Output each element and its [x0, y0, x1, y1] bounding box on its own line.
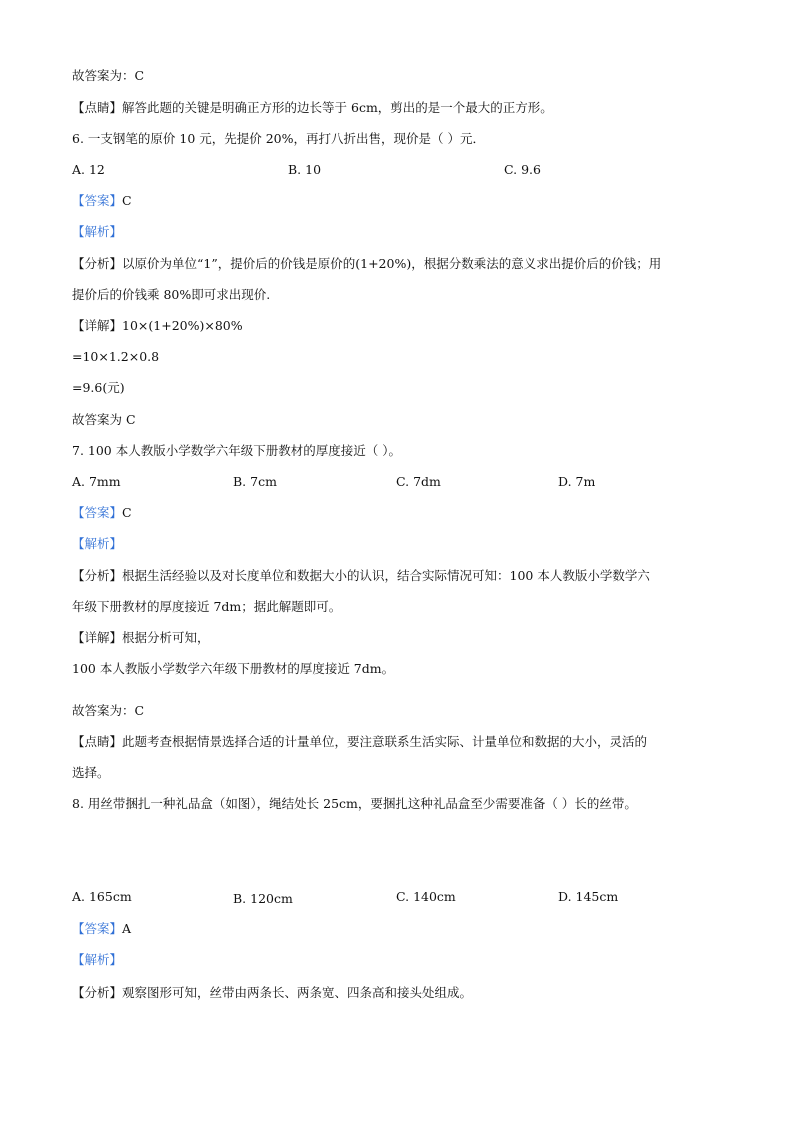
- answer-label: 【答案】: [72, 505, 123, 520]
- q6-detail-3: =9.6(元): [72, 380, 125, 395]
- q8-options: [72, 887, 734, 907]
- detail-label: 【详解】: [72, 318, 123, 333]
- q7-conclusion: 故答案为：C: [72, 703, 145, 718]
- answer-label: 【答案】: [72, 193, 123, 208]
- analysis-label: 【解析】: [72, 536, 123, 551]
- answer-value: C: [122, 505, 132, 520]
- q8-question: 8. 用丝带捆扎一种礼品盒（如图），绳结处长 25cm，要捆扎这种礼品盒至少需要准备（ ）长的丝带。: [72, 796, 637, 811]
- detail-label: 【详解】: [72, 630, 123, 645]
- tip-label: 【点睛】: [72, 100, 123, 115]
- q8-option-d: D. 145cm: [558, 889, 619, 904]
- q6-option-a: A. 12: [72, 162, 105, 177]
- q7-tip-1: [72, 732, 734, 752]
- q7-option-b: B. 7cm: [233, 474, 277, 489]
- fenxi-label: 【分析】: [72, 256, 123, 271]
- q7-options: [72, 472, 734, 492]
- detail-text: 根据分析可知，: [122, 630, 210, 645]
- q8-option-a: A. 165cm: [72, 889, 132, 904]
- answer-value: C: [122, 193, 132, 208]
- q8-option-b: B. 120cm: [233, 891, 293, 906]
- q8-answer: [72, 919, 734, 939]
- q6-detail-2: =10×1.2×0.8: [72, 349, 160, 364]
- q7-option-d: D. 7m: [558, 474, 596, 489]
- tip-text: 此题考查根据情景选择合适的计量单位，要注意联系生活实际、计量单位和数据的大小，灵活的: [122, 734, 648, 749]
- tip-text: 解答此题的关键是明确正方形的边长等于 6cm，剪出的是一个最大的正方形。: [122, 100, 553, 115]
- q6-detail-1: [72, 316, 734, 336]
- answer-label: 【答案】: [72, 921, 123, 936]
- fenxi-label: 【分析】: [72, 568, 123, 583]
- q6-answer: [72, 191, 734, 211]
- q7-option-a: A. 7mm: [72, 474, 121, 489]
- q7-analysis-label: [72, 534, 734, 554]
- q6-option-b: B. 10: [288, 162, 322, 177]
- fenxi-text: 以原价为单位“1”，提价后的价钱是原价的(1+20%)，根据分数乘法的意义求出提价后的价钱；用: [122, 256, 662, 271]
- fenxi-label: 【分析】: [72, 985, 123, 1000]
- q7-question: 7. 100 本人教版小学数学六年级下册教材的厚度接近（ ）。: [72, 443, 401, 458]
- q6-analysis-label: [72, 222, 734, 242]
- q7-fenxi-2: 年级下册教材的厚度接近 7dm；据此解题即可。: [72, 599, 342, 614]
- q6-fenxi-2: 提价后的价钱乘 80%即可求出现价.: [72, 287, 271, 302]
- fenxi-text: 根据生活经验以及对长度单位和数据大小的认识，结合实际情况可知：100 本人教版小学数学六: [122, 568, 650, 583]
- prev-tip: [72, 98, 734, 118]
- detail-text: 10×(1+20%)×80%: [122, 318, 243, 333]
- q7-detail-2: 100 本人教版小学数学六年级下册教材的厚度接近 7dm。: [72, 661, 395, 676]
- prev-answer: 故答案为：C: [72, 68, 145, 83]
- tip-label: 【点睛】: [72, 734, 123, 749]
- answer-value: A: [122, 921, 132, 936]
- q7-option-c: C. 7dm: [396, 474, 441, 489]
- q6-conclusion: 故答案为 C: [72, 412, 136, 427]
- q7-tip-2: 选择。: [72, 765, 110, 780]
- analysis-label: 【解析】: [72, 224, 123, 239]
- q6-question: 6. 一支钢笔的原价 10 元，先提价 20%，再打八折出售，现价是（ ）元．: [72, 131, 485, 146]
- q6-option-c: C. 9.6: [504, 162, 541, 177]
- q7-answer: [72, 503, 734, 523]
- q8-fenxi-1: [72, 983, 734, 1003]
- q7-detail-1: [72, 628, 734, 648]
- q8-analysis-label: [72, 950, 734, 970]
- fenxi-text: 观察图形可知，丝带由两条长、两条宽、四条高和接头处组成。: [122, 985, 473, 1000]
- q8-option-c: C. 140cm: [396, 889, 456, 904]
- analysis-label: 【解析】: [72, 952, 123, 967]
- q6-options: [72, 160, 734, 180]
- q6-fenxi-1: [72, 254, 734, 274]
- q7-fenxi-1: [72, 566, 734, 586]
